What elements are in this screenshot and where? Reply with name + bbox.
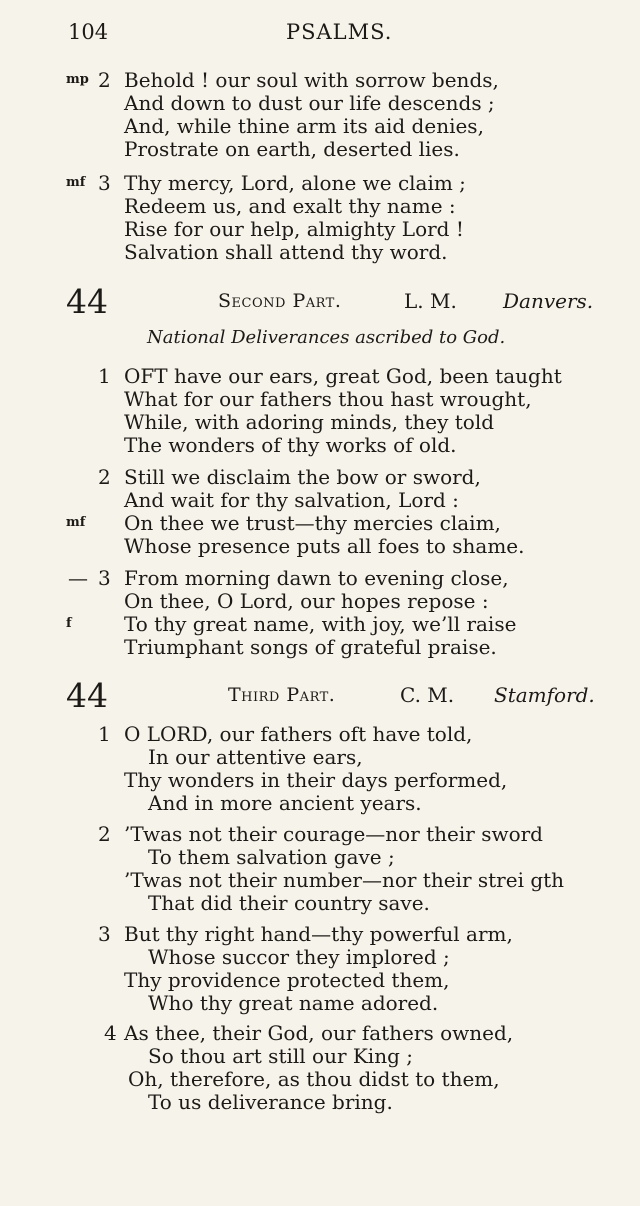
dash-mark: — (68, 566, 88, 590)
meter-label: L. M. (404, 289, 457, 313)
dynamic-mark: mp (66, 72, 89, 87)
stanza-number: 2 (98, 68, 111, 92)
running-title: PSALMS. (286, 20, 393, 44)
dynamic-mark: f (66, 616, 72, 631)
tune-name: Danvers. (503, 289, 594, 313)
stanza-number: 3 (98, 171, 111, 195)
stanza-number: 1 (98, 364, 111, 388)
dynamic-mark: mf (66, 515, 86, 530)
stanza-number: 1 (98, 722, 111, 746)
page-number: 104 (68, 20, 109, 44)
stanza-number: 3 (98, 566, 111, 590)
stanza-number: 2 (98, 465, 111, 489)
hymnal-page: 104 PSALMS. mp 2 Behold ! our soul with sorrow bends, And down to dust our life descends ; And, while thine arm its aid denies, Prostrate on earth, deserted lies. mf 3 Thy mercy, Lord, alone we claim ; Redeem us, and exalt thy name : Rise for our help, almighty Lord ! Salvation shall attend thy word. 44 Second Part. L. M. Danvers. National Deliverances ascribed to God. 1 OFT have our ears, great God, been taught What for our fathers thou hast wrought, While, with adoring minds, they told The wonders of thy works of old. 2 Still we disclaim the bow or sword, And wait for thy salvation, Lord : mf On thee we trust—thy mercies claim, Whose presence puts all foes to shame. — 3 From morning dawn to evening close, On thee, O Lord, our hopes repose : f To thy great name, with joy, we’ll raise Triumphant songs of grateful praise. 44 Third Part. C. M. Stamford. 1 O LORD, our fathers oft have told, In our attentive ears, Thy wonders in their days performed, And in more ancient years. 2 ’Twas not their courage—nor their sword To them salvation gave ; ’Twas not their number—nor their strei gth That did their country save. 3 But thy right hand—thy powerful arm, Whose succor they implored ; Thy providence protected them, Who thy great name adored. 4 As thee, their God, our fathers owned, So thou art still our King ; Oh, therefore, as thou didst to them, To us deliverance bring. (66, 20, 595, 1114)
dynamic-mark: mf (66, 175, 86, 190)
stanza-number: 3 (98, 922, 111, 946)
stanza-number: 2 (98, 822, 111, 846)
hymn-number: 44 (66, 282, 108, 321)
hymn-number: 44 (66, 676, 108, 715)
part-title: Third Part. (228, 684, 336, 706)
stanza-number: 4 (104, 1021, 117, 1045)
part-title: Second Part. (218, 290, 342, 312)
page-header (68, 20, 594, 50)
tune-name: Stamford. (494, 683, 595, 707)
meter-label: C. M. (400, 683, 455, 707)
hymn-subtitle: National Deliverances ascribed to God. (147, 327, 506, 348)
